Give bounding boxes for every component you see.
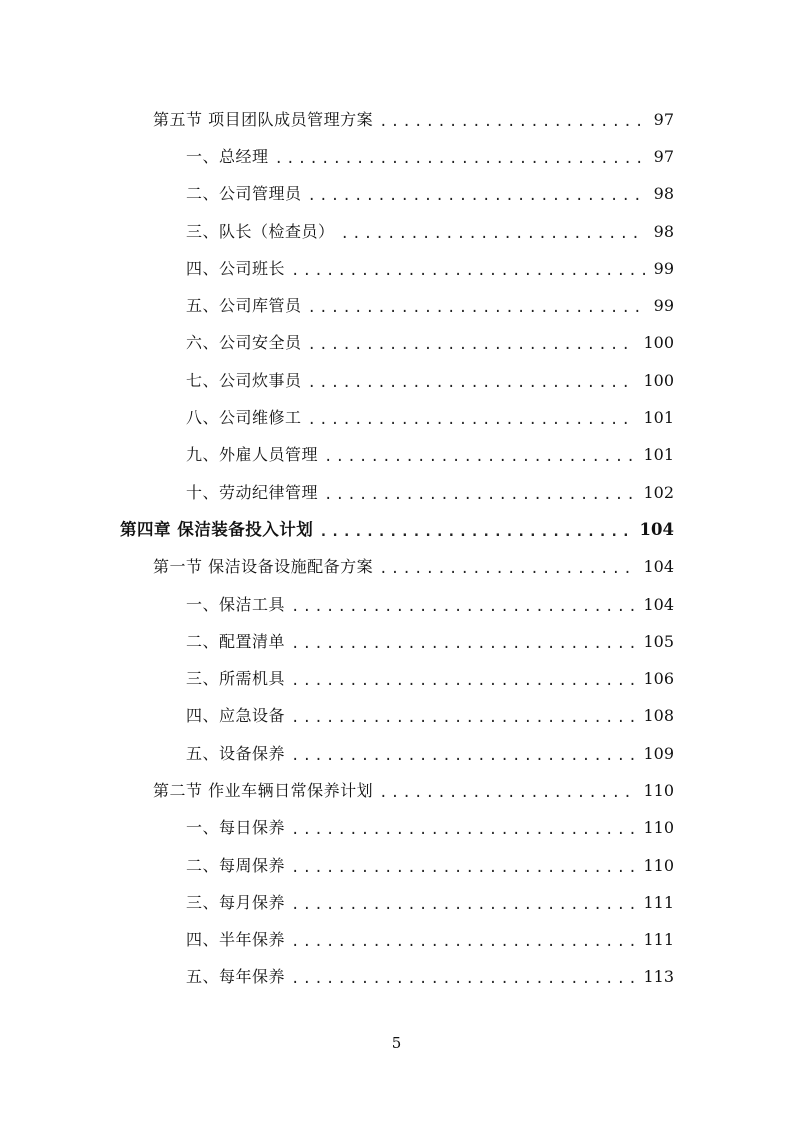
toc-entry-item[interactable] <box>0 287 793 324</box>
toc-entry-item[interactable] <box>0 922 793 959</box>
toc-dot-leader <box>275 152 646 166</box>
toc-entry-page: 99 <box>653 258 674 278</box>
toc-entry-title: 一、每日保养 <box>186 818 286 838</box>
toc-entry-item[interactable] <box>0 735 793 772</box>
toc-dot-leader <box>324 450 635 464</box>
toc-dot-leader <box>291 972 635 986</box>
toc-dot-leader <box>291 264 646 278</box>
toc-entry-item[interactable] <box>0 213 793 250</box>
toc-dot-leader <box>291 749 635 763</box>
toc-entry-title: 六、公司安全员 <box>186 333 302 353</box>
toc-entry-item[interactable] <box>0 250 793 287</box>
toc-entry-page: 102 <box>643 482 674 502</box>
toc-entry-page: 105 <box>643 631 674 651</box>
toc-entry-title: 十、劳动纪律管理 <box>186 482 319 502</box>
toc-entry-page: 100 <box>643 333 674 353</box>
toc-entry-item[interactable] <box>0 437 793 474</box>
toc-entry-page: 108 <box>643 706 674 726</box>
toc-entry-title: 四、应急设备 <box>186 706 286 726</box>
toc-entry-item[interactable] <box>0 660 793 697</box>
toc-entry-item[interactable] <box>0 884 793 921</box>
toc-entry-title: 第四章 保洁装备投入计划 <box>120 519 314 539</box>
toc-entry-page: 97 <box>653 146 674 166</box>
toc-entry-page: 113 <box>643 967 674 987</box>
toc-entry-page: 109 <box>643 743 674 763</box>
toc-entry-item[interactable] <box>0 698 793 735</box>
toc-entry-page: 104 <box>643 557 674 577</box>
toc-entry-page: 106 <box>643 669 674 689</box>
toc-dot-leader <box>308 413 636 427</box>
toc-dot-leader <box>379 115 646 129</box>
toc-entry-title: 四、半年保养 <box>186 930 286 950</box>
toc-dot-leader <box>291 711 635 725</box>
toc-entry-page: 101 <box>643 445 674 465</box>
toc-dot-leader <box>291 935 635 949</box>
toc-entry-item[interactable] <box>0 586 793 623</box>
toc-entry-page: 100 <box>643 370 674 390</box>
toc-entry-title: 五、设备保养 <box>186 743 286 763</box>
toc-entry-title: 三、每月保养 <box>186 892 286 912</box>
toc-entry-page: 97 <box>653 109 674 129</box>
toc-entry-title: 第一节 保洁设备设施配备方案 <box>153 557 374 577</box>
toc-entry-page: 110 <box>643 855 674 875</box>
toc-entry-title: 第二节 作业车辆日常保养计划 <box>153 780 374 800</box>
toc-dot-leader <box>308 338 636 352</box>
toc-entry-item[interactable] <box>0 176 793 213</box>
toc-dot-leader <box>308 301 646 315</box>
toc-entry-page: 111 <box>643 930 674 950</box>
toc-entry-section[interactable] <box>0 772 793 809</box>
toc-entry-title: 第五节 项目团队成员管理方案 <box>153 109 374 129</box>
toc-entry-item[interactable] <box>0 399 793 436</box>
toc-entry-title: 一、总经理 <box>186 146 269 166</box>
toc-entry-page: 99 <box>653 296 674 316</box>
toc-dot-leader <box>308 189 646 203</box>
toc-entry-title: 五、每年保养 <box>186 967 286 987</box>
toc-dot-leader <box>308 376 636 390</box>
toc-dot-leader <box>291 861 635 875</box>
toc-dot-leader <box>319 525 631 539</box>
toc-entry-title: 二、配置清单 <box>186 631 286 651</box>
toc-entry-title: 八、公司维修工 <box>186 408 302 428</box>
toc-entry-page: 104 <box>643 594 674 614</box>
toc-entry-title: 二、公司管理员 <box>186 184 302 204</box>
toc-entry-section[interactable] <box>0 549 793 586</box>
toc-dot-leader <box>291 637 635 651</box>
toc-entry-item[interactable] <box>0 623 793 660</box>
toc-entry-title: 七、公司炊事员 <box>186 370 302 390</box>
toc-entry-page: 110 <box>643 780 674 800</box>
toc-dot-leader <box>291 823 635 837</box>
page-number: 5 <box>391 1034 402 1052</box>
toc-dot-leader <box>379 786 635 800</box>
toc-entry-title: 三、队长（检查员） <box>186 221 335 241</box>
toc-dot-leader <box>324 488 635 502</box>
toc-entry-page: 111 <box>643 892 674 912</box>
toc-entry-title: 五、公司库管员 <box>186 296 302 316</box>
toc-entry-title: 三、所需机具 <box>186 669 286 689</box>
toc-entry-page: 98 <box>653 184 674 204</box>
table-of-contents <box>0 101 793 996</box>
toc-entry-title: 四、公司班长 <box>186 258 286 278</box>
toc-entry-title: 九、外雇人员管理 <box>186 445 319 465</box>
toc-entry-item[interactable] <box>0 474 793 511</box>
toc-entry-page: 104 <box>639 519 674 539</box>
toc-entry-item[interactable] <box>0 810 793 847</box>
toc-dot-leader <box>379 562 635 576</box>
toc-entry-page: 101 <box>643 408 674 428</box>
toc-dot-leader <box>341 227 646 241</box>
toc-entry-item[interactable] <box>0 362 793 399</box>
toc-entry-title: 一、保洁工具 <box>186 594 286 614</box>
toc-entry-title: 二、每周保养 <box>186 855 286 875</box>
toc-entry-item[interactable] <box>0 138 793 175</box>
toc-entry-item[interactable] <box>0 847 793 884</box>
toc-entry-section[interactable] <box>0 101 793 138</box>
toc-dot-leader <box>291 600 635 614</box>
toc-entry-item[interactable] <box>0 959 793 996</box>
toc-entry-page: 110 <box>643 818 674 838</box>
toc-entry-page: 98 <box>653 221 674 241</box>
toc-dot-leader <box>291 898 635 912</box>
toc-dot-leader <box>291 674 635 688</box>
toc-entry-chapter[interactable] <box>0 511 793 548</box>
toc-entry-item[interactable] <box>0 325 793 362</box>
